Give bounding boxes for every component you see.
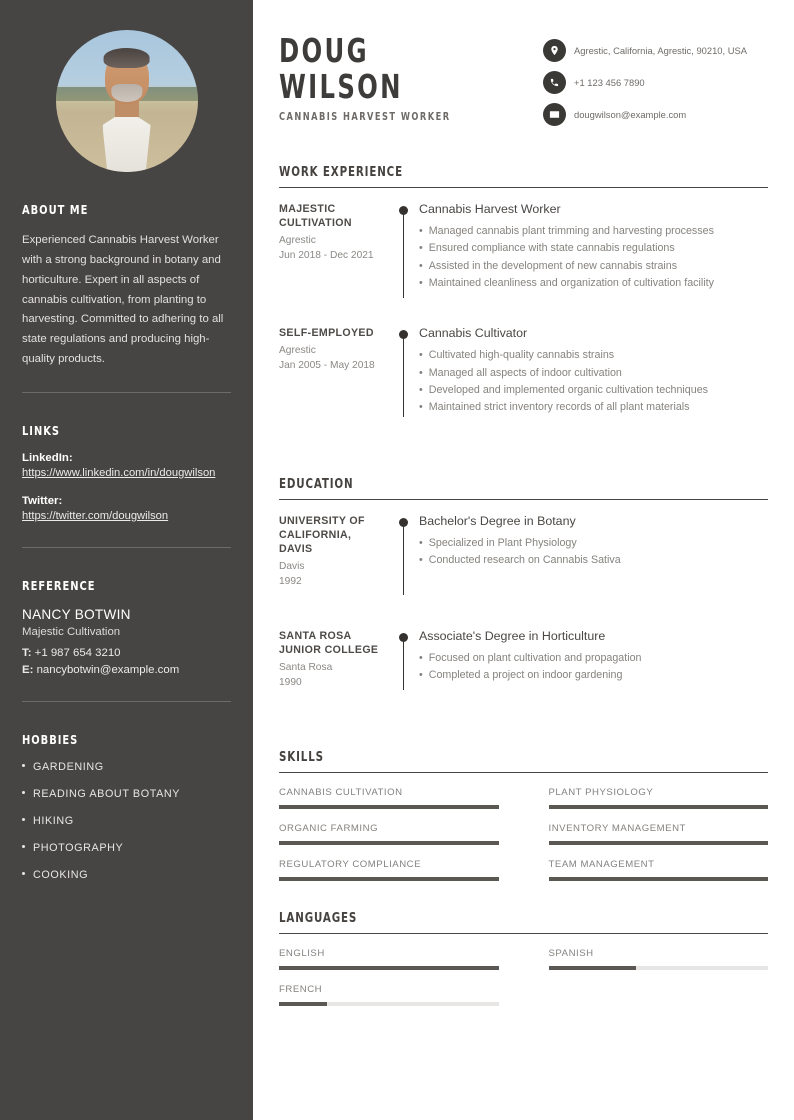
reference-heading: REFERENCE xyxy=(22,577,96,593)
education-entry xyxy=(279,514,768,629)
detail-text: Completed a project on indoor gardening xyxy=(428,669,623,682)
duty-text: Maintained cleanliness and organization of cultivation facility xyxy=(428,276,714,289)
hobby-label: COOKING xyxy=(33,868,89,881)
skill-bar-track xyxy=(279,805,499,809)
timeline-dot-icon xyxy=(399,206,408,215)
reference-phone-value: +1 987 654 3210 xyxy=(34,646,121,659)
employer-name: SELF-EMPLOYED xyxy=(279,327,374,340)
skills-heading: SKILLS xyxy=(279,749,324,765)
skill-bar-track xyxy=(549,841,769,845)
skill-bar-fill xyxy=(549,805,769,809)
contact-item-address xyxy=(543,39,768,62)
links-section xyxy=(22,423,231,548)
language-bar-track xyxy=(549,966,769,970)
skill-item xyxy=(279,859,499,881)
skill-label: ORGANIC FARMING xyxy=(279,822,379,834)
bullet-icon: • xyxy=(419,669,423,682)
skill-item xyxy=(549,787,769,809)
list-item xyxy=(419,399,768,416)
skill-item xyxy=(279,823,499,845)
education-section xyxy=(279,477,768,720)
bullet-icon: • xyxy=(419,225,423,237)
list-item xyxy=(419,667,768,684)
list-item xyxy=(22,842,231,854)
skill-bar-track xyxy=(549,805,769,809)
divider xyxy=(279,499,768,500)
duty-text: Ensured compliance with state cannabis regulations xyxy=(428,242,675,255)
divider xyxy=(22,392,231,393)
last-name: WILSON xyxy=(279,66,403,106)
languages-grid xyxy=(279,948,768,1006)
education-heading: EDUCATION xyxy=(279,476,354,492)
work-experience-heading: WORK EXPERIENCE xyxy=(279,165,403,180)
avatar-container xyxy=(22,30,231,172)
envelope-icon xyxy=(543,103,566,126)
divider xyxy=(22,701,231,702)
work-entry xyxy=(279,326,768,446)
language-bar-fill xyxy=(279,966,499,970)
bullet-icon: • xyxy=(419,242,423,255)
list-item xyxy=(419,347,768,364)
contact-item-email xyxy=(543,103,768,126)
list-item xyxy=(419,275,768,292)
timeline-dot-icon xyxy=(399,330,408,339)
education-dates: 1992 xyxy=(279,575,302,587)
language-bar-track xyxy=(279,966,499,970)
work-entries xyxy=(279,202,768,447)
language-item xyxy=(549,948,769,970)
timeline-line xyxy=(403,637,404,690)
sidebar xyxy=(0,0,253,1120)
skill-bar-track xyxy=(549,877,769,881)
employer-location: Agrestic xyxy=(279,234,316,246)
bullet-icon: • xyxy=(419,276,423,289)
detail-text: Conducted research on Cannabis Sativa xyxy=(428,553,621,566)
about-me-section xyxy=(22,202,231,393)
employment-dates: Jan 2005 - May 2018 xyxy=(279,360,375,372)
list-item xyxy=(419,365,768,382)
language-label: SPANISH xyxy=(548,947,594,959)
list-item xyxy=(22,869,231,881)
about-me-heading: ABOUT ME xyxy=(22,202,89,217)
contact-item-phone xyxy=(543,71,768,94)
reference-section xyxy=(22,578,231,702)
skill-label: TEAM MANAGEMENT xyxy=(548,858,655,870)
contact-email-text: dougwilson@example.com xyxy=(574,109,687,120)
job-title: CANNABIS HARVEST WORKER xyxy=(279,112,451,124)
list-item xyxy=(22,761,231,773)
link-item-twitter xyxy=(22,495,231,525)
bullet-icon xyxy=(22,845,25,848)
school-location: Davis xyxy=(279,560,305,572)
link-item-linkedin xyxy=(22,452,231,482)
reference-company: Majestic Cultivation xyxy=(22,625,121,638)
work-experience-section xyxy=(279,165,768,447)
resume-header xyxy=(279,33,768,135)
reference-email-value: nancybotwin@example.com xyxy=(36,663,180,676)
avatar-photo xyxy=(56,30,198,172)
skill-bar-fill xyxy=(279,805,499,809)
skill-bar-fill xyxy=(549,841,769,845)
job-role: Cannabis Cultivator xyxy=(419,326,528,341)
phone-icon xyxy=(543,71,566,94)
skills-grid xyxy=(279,787,768,881)
hobby-label: PHOTOGRAPHY xyxy=(33,841,124,854)
skill-bar-fill xyxy=(279,877,499,881)
bullet-icon: • xyxy=(419,553,423,566)
timeline-dot-icon xyxy=(399,633,408,642)
hobby-label: GARDENING xyxy=(33,760,104,773)
bullet-icon: • xyxy=(419,651,423,664)
language-bar-fill xyxy=(549,966,637,970)
skill-label: REGULATORY COMPLIANCE xyxy=(279,858,422,870)
detail-text: Focused on plant cultivation and propagation xyxy=(428,651,642,664)
skill-bar-track xyxy=(279,841,499,845)
hobby-label: HIKING xyxy=(33,814,74,827)
duty-text: Developed and implemented organic cultivation techniques xyxy=(428,383,708,396)
divider xyxy=(279,933,768,934)
skill-label: CANNABIS CULTIVATION xyxy=(279,786,403,798)
photo-hair xyxy=(103,48,150,68)
reference-phone-prefix: T: xyxy=(22,646,32,659)
reference-phone xyxy=(22,645,231,662)
list-item xyxy=(419,382,768,399)
divider xyxy=(22,547,231,548)
contact-list xyxy=(543,33,768,135)
bullet-icon: • xyxy=(419,349,423,362)
link-url-linkedin[interactable]: https://www.linkedin.com/in/dougwilson xyxy=(22,466,216,479)
reference-name: NANCY BOTWIN xyxy=(22,606,131,622)
skill-item xyxy=(549,859,769,881)
link-label: LinkedIn: xyxy=(22,451,73,464)
languages-section xyxy=(279,911,768,1006)
list-item xyxy=(419,552,768,569)
employment-dates: Jun 2018 - Dec 2021 xyxy=(279,250,374,262)
bullet-icon: • xyxy=(419,536,423,549)
language-label: ENGLISH xyxy=(279,947,325,959)
list-item xyxy=(419,240,768,257)
languages-heading: LANGUAGES xyxy=(279,910,358,926)
skill-label: INVENTORY MANAGEMENT xyxy=(548,822,686,834)
skill-item xyxy=(279,787,499,809)
education-entries xyxy=(279,514,768,720)
skill-bar-fill xyxy=(279,841,499,845)
work-entry xyxy=(279,202,768,326)
bullet-icon: • xyxy=(419,366,423,379)
degree-title: Bachelor's Degree in Botany xyxy=(419,513,576,528)
education-entry xyxy=(279,629,768,720)
skill-item xyxy=(549,823,769,845)
hobby-label: READING ABOUT BOTANY xyxy=(33,787,181,800)
timeline-line xyxy=(403,210,404,298)
about-me-text: Experienced Cannabis Harvest Worker with a strong background in botany and horticulture. Expert in all aspects of cannabis cultivation, from planting to harvesting. Committed to adhering to all state regulations and producing high-quality products. xyxy=(22,234,224,366)
language-item xyxy=(279,948,499,970)
hobbies-heading: HOBBIES xyxy=(22,731,79,747)
list-item xyxy=(419,258,768,275)
duty-text: Maintained strict inventory records of all plant materials xyxy=(428,401,690,414)
skill-bar-fill xyxy=(549,877,769,881)
bullet-icon xyxy=(22,791,25,794)
skill-label: PLANT PHYSIOLOGY xyxy=(548,786,654,798)
school-location: Santa Rosa xyxy=(279,661,333,673)
language-bar-track xyxy=(279,1002,499,1006)
main-content xyxy=(253,0,794,1120)
bullet-icon: • xyxy=(419,259,423,272)
skill-bar-track xyxy=(279,877,499,881)
detail-text: Specialized in Plant Physiology xyxy=(428,536,577,549)
school-name: UNIVERSITY OF CALIFORNIA, DAVIS xyxy=(279,514,365,555)
language-item xyxy=(279,984,499,1006)
links-heading: LINKS xyxy=(22,422,61,438)
language-label: FRENCH xyxy=(279,983,323,995)
reference-email-prefix: E: xyxy=(22,663,34,676)
employer-name: MAJESTIC CULTIVATION xyxy=(279,203,352,229)
contact-address-text: Agrestic, California, Agrestic, 90210, USA xyxy=(574,45,747,56)
bullet-icon xyxy=(22,818,25,821)
link-label: Twitter: xyxy=(22,494,63,507)
bullet-icon: • xyxy=(419,383,423,396)
list-item xyxy=(22,815,231,827)
list-item xyxy=(419,223,768,240)
name-block xyxy=(279,33,470,123)
skills-section xyxy=(279,750,768,881)
timeline-dot-icon xyxy=(399,518,408,527)
reference-email xyxy=(22,662,231,679)
bullet-icon: • xyxy=(419,401,423,414)
list-item xyxy=(419,650,768,667)
bullet-icon xyxy=(22,764,25,767)
divider xyxy=(279,187,768,188)
language-bar-fill xyxy=(279,1002,327,1006)
employer-location: Agrestic xyxy=(279,345,316,357)
duty-text: Cultivated high-quality cannabis strains xyxy=(428,349,615,362)
list-item xyxy=(419,535,768,552)
school-name: SANTA ROSA JUNIOR COLLEGE xyxy=(279,629,379,656)
hobbies-section xyxy=(22,732,231,881)
link-url-twitter[interactable]: https://twitter.com/dougwilson xyxy=(22,509,169,522)
bullet-icon xyxy=(22,872,25,875)
education-dates: 1990 xyxy=(279,676,302,688)
degree-title: Associate's Degree in Horticulture xyxy=(419,628,606,643)
contact-phone-text: +1 123 456 7890 xyxy=(574,77,645,88)
first-name: DOUG xyxy=(279,31,369,70)
duty-text: Managed cannabis plant trimming and harvesting processes xyxy=(428,225,714,237)
duty-text: Assisted in the development of new cannabis strains xyxy=(428,259,678,272)
timeline-line xyxy=(403,334,404,416)
list-item xyxy=(22,788,231,800)
divider xyxy=(279,772,768,773)
job-role: Cannabis Harvest Worker xyxy=(419,202,561,216)
page-title xyxy=(279,33,435,104)
duty-text: Managed all aspects of indoor cultivation xyxy=(428,366,622,379)
timeline-line xyxy=(403,522,404,595)
location-pin-icon xyxy=(543,39,566,62)
